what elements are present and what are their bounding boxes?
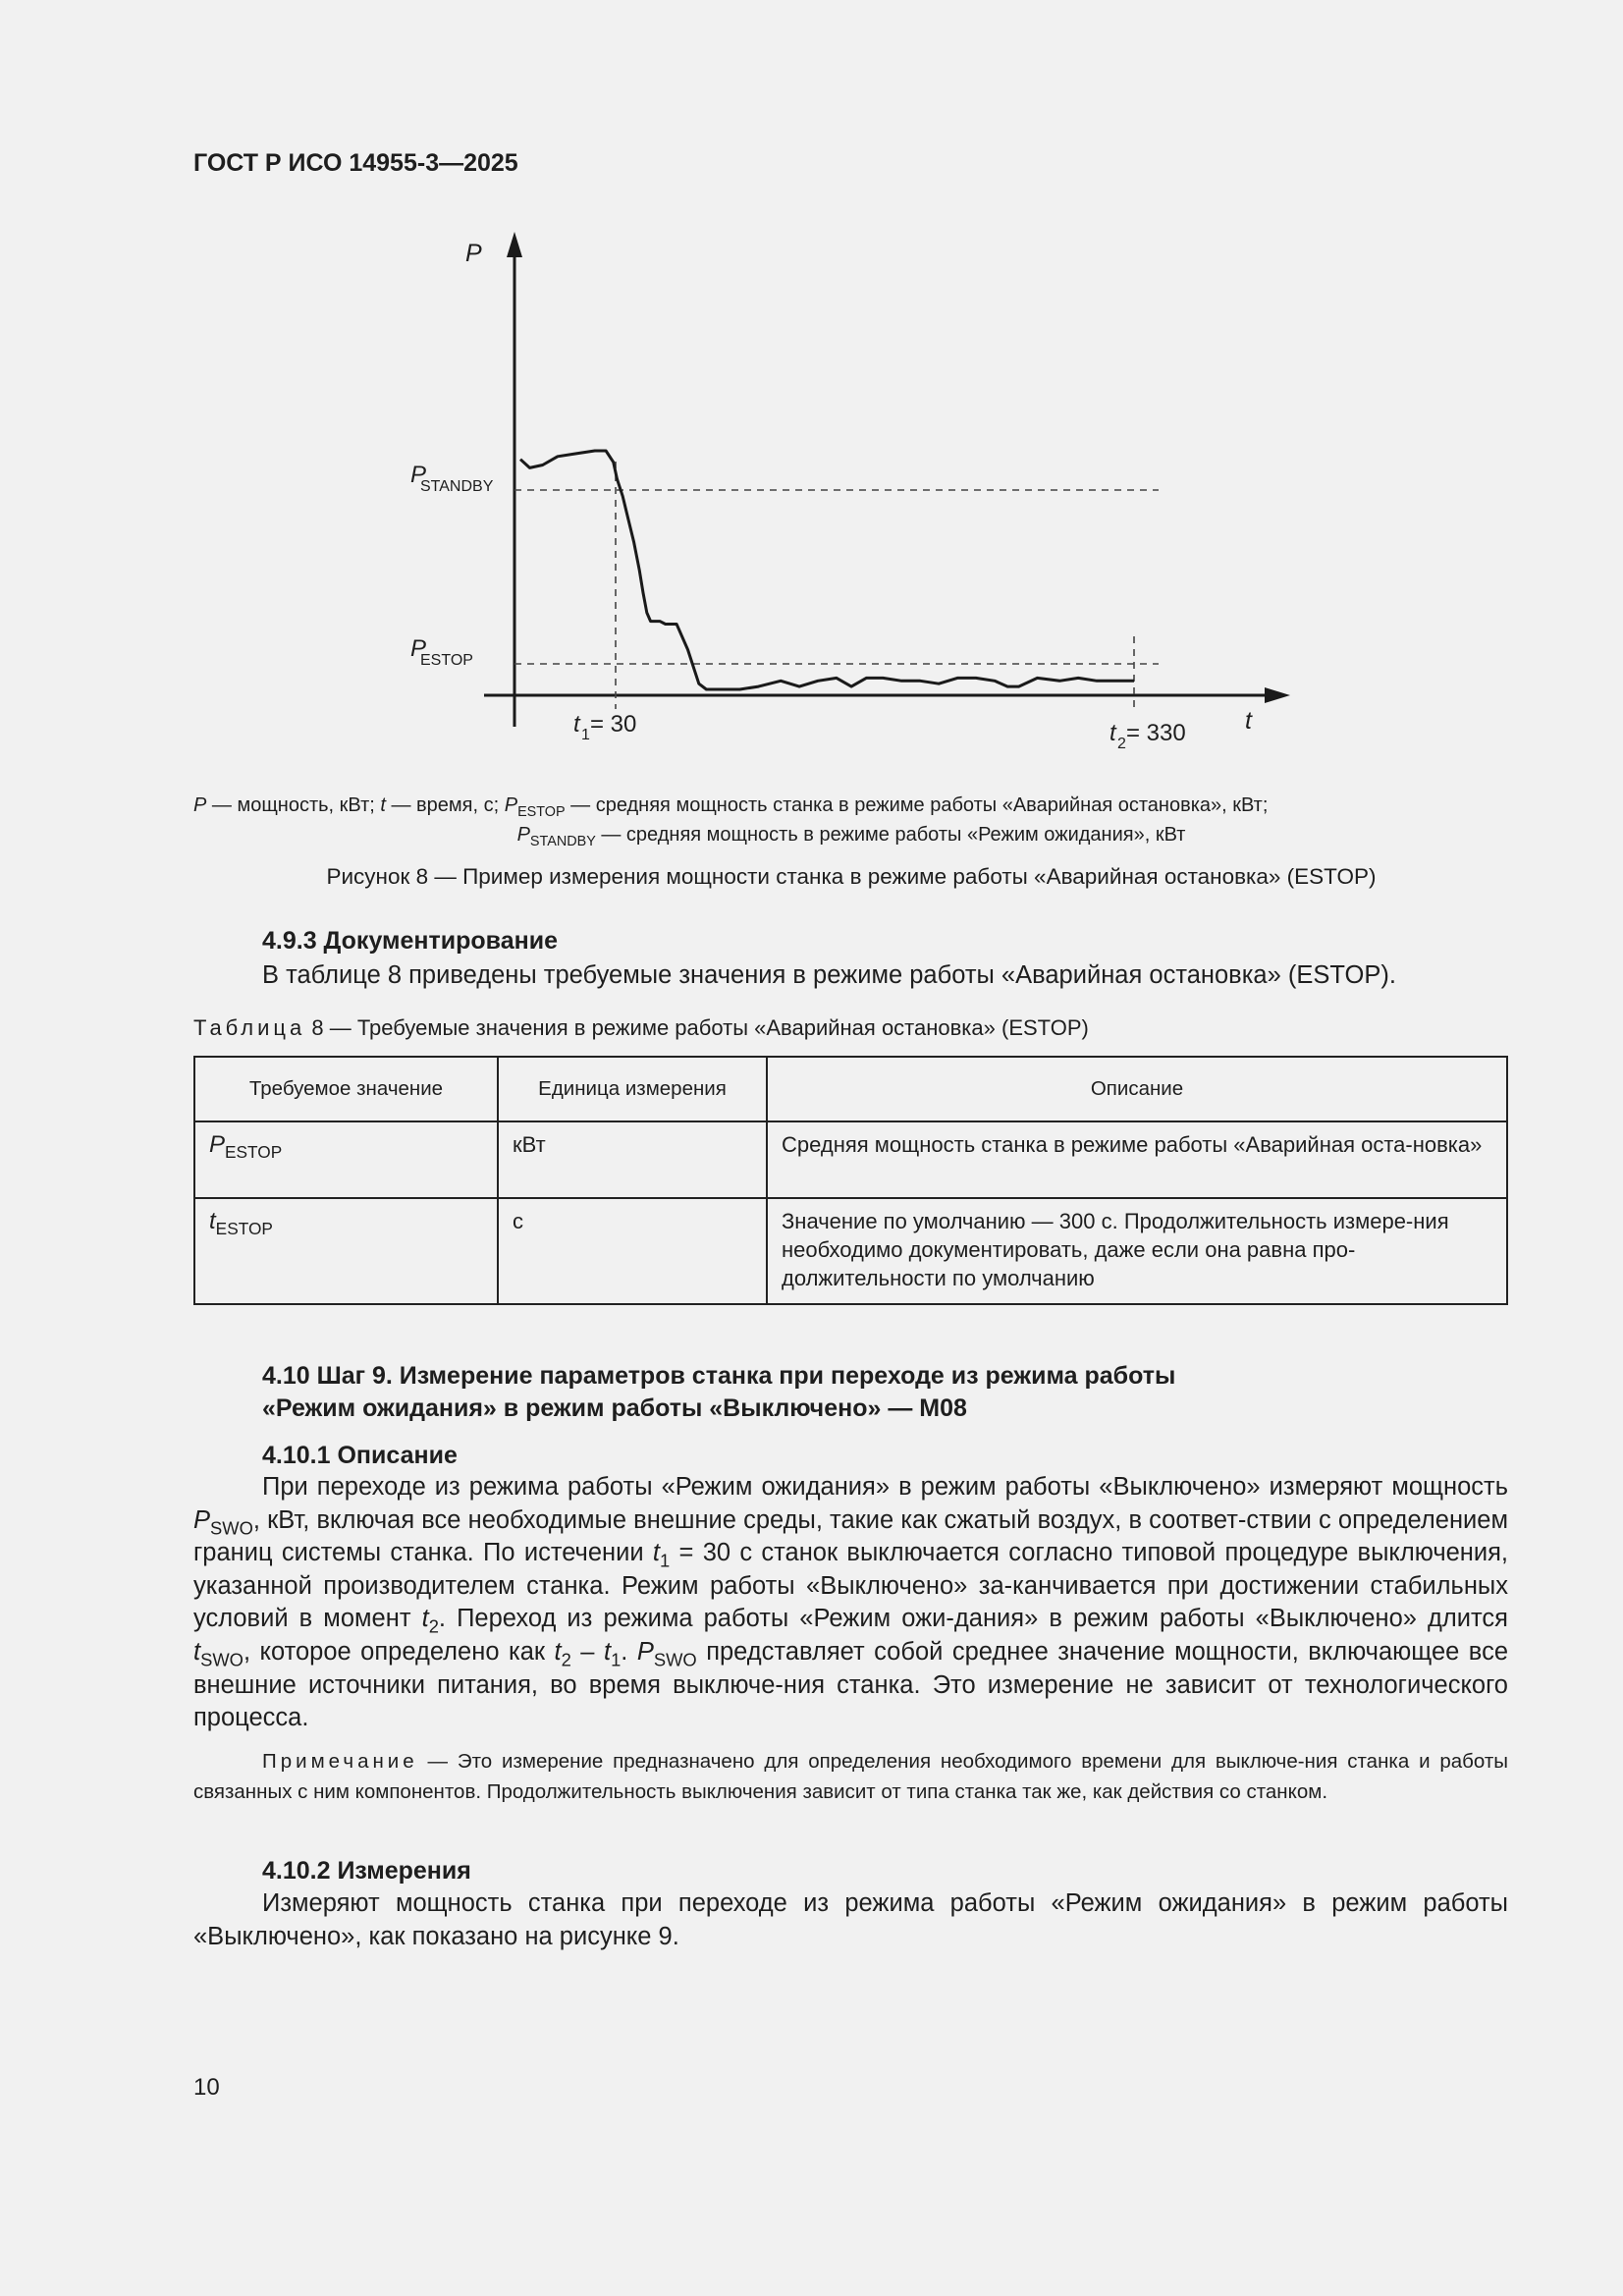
text-run: = 30 с станок выключается согласно типовой процедуре выключения, указанной производителем станка. Режим работы «Выключено» за-канчивается при достижении стабильных условий в момент	[193, 1539, 1509, 1633]
text-run: –	[570, 1637, 604, 1666]
y-level-sub-standby: STANDBY	[420, 478, 494, 495]
math-symbol: P	[504, 794, 518, 816]
note	[193, 1746, 1508, 1807]
section-4-10-2-text: Измеряют мощность станка при переходе из режима работы «Режим ожидания» в режим работы «Выключено», как показано на рисунке 9.	[193, 1889, 1508, 1950]
cell-symbol: $t_{ESTOP}$	[194, 1198, 498, 1304]
x-mark-symbol: t	[573, 711, 580, 738]
y-axis-arrow	[507, 232, 522, 257]
table-title-text: 8 — Требуемые значения в режиме работы «Аварийная остановка» (ESTOP)	[305, 1015, 1089, 1040]
y-level-sub-estop: ESTOP	[420, 652, 473, 669]
chart-axes	[484, 232, 1290, 727]
math-symbol: t	[380, 794, 386, 816]
chart-labels	[410, 240, 1253, 752]
subscript: 1	[611, 1649, 622, 1670]
figure-caption: Рисунок 8 — Пример измерения мощности станка в режиме работы «Аварийная остановка» (ESTOP)	[326, 864, 1377, 889]
math-symbol: P	[516, 824, 530, 846]
text-run: При переходе из режима работы «Режим ожидания» в режим работы «Выключено» измеряют мощность	[262, 1473, 1508, 1501]
text-run: представляет собой среднее значение мощности, включающее все внешние источники питания, во время выключе-ния станка. Это измерение не зависит от технологического процесса.	[193, 1637, 1509, 1732]
math-symbol: P	[193, 794, 207, 816]
x-mark-sub: 1	[581, 727, 590, 743]
subscript: 2	[428, 1615, 439, 1637]
cell-description: Значение по умолчанию — 300 с. Продолжительность измере-ния необходимо документировать, даже если она равна про-должительности по умолчанию	[767, 1198, 1507, 1304]
figure-legend	[193, 791, 1509, 849]
section-4-9-3-heading: 4.9.3 Документирование	[262, 927, 558, 955]
chart-guides	[514, 462, 1159, 709]
section-4-10-heading-line-1: 4.10 Шаг 9. Измерение параметров станка при переходе из режима работы	[262, 1362, 1176, 1390]
table-row	[194, 1198, 1507, 1304]
math-symbol: t	[421, 1605, 429, 1633]
math-symbol: P	[193, 1505, 211, 1534]
figure-8-chart	[0, 0, 1623, 766]
math-symbol: t	[652, 1539, 660, 1567]
header-unit: Единица измерения	[498, 1057, 767, 1121]
cell-unit: с	[498, 1198, 767, 1304]
section-4-9-3-text: В таблице 8 приведены требуемые значения в режиме работы «Аварийная остановка» (ESTOP).	[262, 961, 1396, 989]
requirements-table	[193, 1056, 1508, 1305]
text-run: , кВт, включая все необходимые внешние среды, такие как сжатый воздух, в соответ-ствии с определением границ системы станка. По истечении	[193, 1505, 1508, 1567]
subscript: SWO	[200, 1649, 243, 1670]
x-mark-sub: 2	[1117, 736, 1126, 752]
section-4-10-heading	[262, 1360, 1175, 1425]
subscript: SWO	[210, 1517, 253, 1539]
section-4-10-1-paragraph	[193, 1471, 1508, 1735]
x-mark-symbol: t	[1109, 720, 1116, 746]
math-symbol: t	[554, 1637, 562, 1666]
text-run: — время, с;	[385, 794, 505, 816]
subscript: 1	[660, 1550, 671, 1571]
header-description: Описание	[767, 1057, 1507, 1121]
cell-description: Средняя мощность станка в режиме работы «Аварийная оста-новка»	[767, 1121, 1507, 1198]
page-number: 10	[193, 2074, 220, 2101]
x-axis-label: t	[1245, 707, 1252, 735]
text-run: . Переход из режима работы «Режим ожи-дания» в режим работы «Выключено» длится	[438, 1605, 1508, 1633]
legend-line-2	[193, 820, 1509, 849]
x-mark-value: = 330	[1126, 720, 1186, 746]
math-symbol: t	[603, 1637, 612, 1666]
header-required-value: Требуемое значение	[194, 1057, 498, 1121]
section-4-10-2-heading: 4.10.2 Измерения	[262, 1857, 471, 1885]
text-run: — мощность, кВт;	[206, 794, 381, 816]
section-4-10-heading-line-2: «Режим ожидания» в режим работы «Выключено» — M08	[262, 1394, 967, 1422]
subscript: ESTOP	[517, 804, 566, 821]
power-curve	[520, 451, 1134, 689]
x-axis-arrow	[1265, 687, 1290, 703]
document-header: ГОСТ Р ИСО 14955-3—2025	[193, 149, 518, 177]
x-mark-value: = 30	[590, 711, 637, 738]
text-run: — средняя мощность станка в режиме работы «Аварийная остановка», кВт;	[565, 794, 1269, 816]
text-run: , которое определено как	[243, 1637, 555, 1666]
y-axis-label: P	[465, 240, 482, 267]
text-run: .	[621, 1637, 637, 1666]
table-header-row	[194, 1057, 1507, 1121]
math-symbol: P	[636, 1637, 654, 1666]
y-level-label-standby: P	[410, 462, 427, 488]
chart-series	[520, 451, 1134, 689]
subscript: SWO	[653, 1649, 697, 1670]
legend-line-1	[193, 791, 1509, 820]
table-label: Таблица	[193, 1015, 306, 1040]
cell-unit: кВт	[498, 1121, 767, 1198]
note-text: — Это измерение предназначено для определения необходимого времени для выключе-ния станка и работы связанных с ним компонентов. Продолжительность выключения зависит от типа станка так же, как действия со станком.	[193, 1750, 1508, 1803]
text-run: — средняя мощность в режиме работы «Режим ожидания», кВт	[595, 824, 1186, 846]
note-label: Примечание	[262, 1750, 418, 1773]
table-row	[194, 1121, 1507, 1198]
subscript: STANDBY	[529, 834, 596, 850]
subscript: 2	[561, 1649, 571, 1670]
y-level-label-estop: P	[410, 635, 427, 662]
table-title	[193, 1015, 1089, 1041]
section-4-10-1-heading: 4.10.1 Описание	[262, 1442, 458, 1469]
cell-symbol: $P_{ESTOP}$	[194, 1121, 498, 1198]
math-symbol: t	[193, 1637, 201, 1666]
